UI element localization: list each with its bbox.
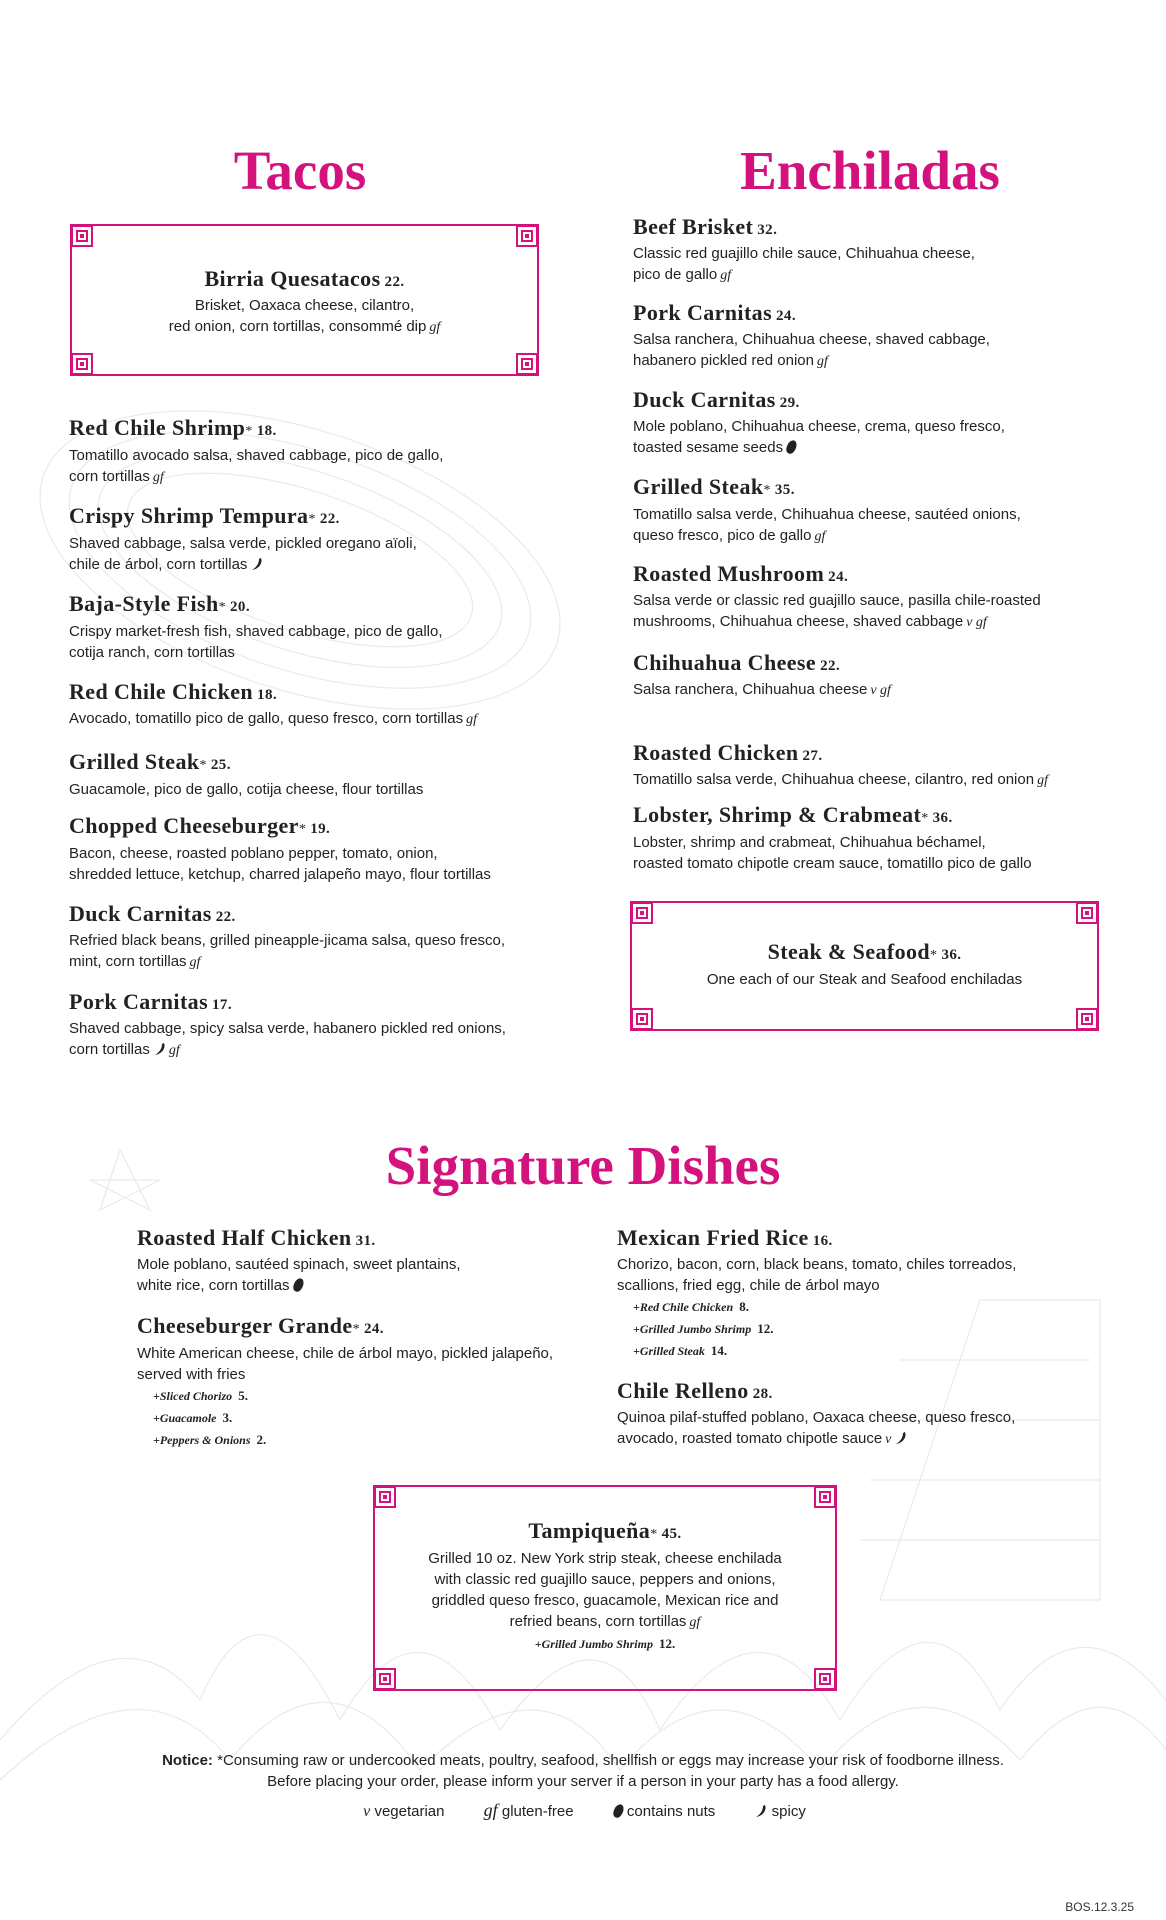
legend-vegetarian: v vegetarian <box>363 1803 445 1820</box>
addon-grilled-jumbo-shrimp: +Grilled Jumbo Shrimp 12. <box>633 1321 774 1336</box>
ornament-icon <box>631 902 653 924</box>
menu-item-beef-brisket: Beef Brisket 32. Classic red guajillo chile sauce, Chihuahua cheese, pico de gallo gf <box>633 214 975 283</box>
vegetarian-gluten-free-icon: v gf <box>870 683 891 698</box>
gluten-free-icon: gf <box>816 354 828 369</box>
menu-item-roasted-chicken: Roasted Chicken 27. Tomatillo salsa verde, Chihuahua cheese, cilantro, red onion gf <box>633 740 1048 788</box>
menu-item-duck-carnitas-taco: Duck Carnitas 22. Refried black beans, grilled pineapple-jicama salsa, queso fresco, mint, corn tortillas gf <box>69 901 506 970</box>
legend-gluten-free: gf gluten-free <box>483 1800 574 1820</box>
vegetarian-icon: v <box>885 1432 892 1447</box>
featured-enchilada-box <box>630 901 1099 1031</box>
gluten-free-icon: gf <box>466 712 477 727</box>
chili-icon <box>895 1431 907 1445</box>
menu-item-cheeseburger-grande: Cheeseburger Grande* 24. White American cheese, chile de árbol mayo, pickled jalapeño, served with fries +Sliced Chorizo 5. +Guacamole 3. +Peppers & Onions 2. <box>137 1313 607 1451</box>
legend-spicy: spicy <box>751 1803 805 1820</box>
ornament-icon <box>814 1668 836 1690</box>
gluten-free-icon: gf <box>689 1615 701 1630</box>
menu-item-mexican-fried-rice: Mexican Fried Rice 16. Chorizo, bacon, corn, black beans, tomato, chiles torreados, scallions, fried egg, chile de árbol mayo +Red Chile Chicken 8. +Grilled Jumbo Shrimp 12. +Grilled Steak 14. <box>617 1225 1137 1362</box>
menu-item-duck-carnitas-enchilada: Duck Carnitas 29. Mole poblano, Chihuahua cheese, crema, queso fresco, toasted sesame seeds <box>633 387 1005 456</box>
addon-grilled-steak: +Grilled Steak 14. <box>633 1343 728 1358</box>
addon-red-chile-chicken: +Red Chile Chicken 8. <box>633 1299 749 1314</box>
gluten-free-icon: gf <box>429 320 441 335</box>
ornament-icon <box>1076 902 1098 924</box>
menu-item-crispy-shrimp-tempura: Crispy Shrimp Tempura* 22. Shaved cabbage, salsa verde, pickled oregano aïoli, chile de árbol, corn tortillas <box>69 503 417 573</box>
ornament-icon <box>1076 1008 1098 1030</box>
featured-signature-box <box>373 1485 837 1691</box>
gluten-free-icon: gf <box>814 529 826 544</box>
menu-item-birria-quesatacos: Birria Quesatacos 22. Brisket, Oaxaca cheese, cilantro, red onion, corn tortillas, consommé dip gf <box>168 266 441 335</box>
menu-item-chile-relleno: Chile Relleno 28. Quinoa pilaf-stuffed poblano, Oaxaca cheese, queso fresco, avocado, roasted tomato chipotle sauce v <box>617 1378 1016 1447</box>
gluten-free-icon: gf <box>1037 773 1048 788</box>
ornament-icon <box>71 353 93 375</box>
chili-icon <box>755 1804 767 1818</box>
nut-icon <box>611 1803 625 1819</box>
chili-icon <box>251 557 263 571</box>
menu-item-red-chile-shrimp: Red Chile Shrimp* 18. Tomatillo avocado salsa, shaved cabbage, pico de gallo, corn tortillas gf <box>69 415 444 485</box>
ornament-icon <box>631 1008 653 1030</box>
ornament-icon <box>814 1486 836 1508</box>
ornament-icon <box>516 353 538 375</box>
menu-item-red-chile-chicken: Red Chile Chicken 18. Avocado, tomatillo pico de gallo, queso fresco, corn tortillas gf <box>69 679 477 727</box>
addon-grilled-jumbo-shrimp-tampiquena: +Grilled Jumbo Shrimp 12. <box>534 1636 676 1651</box>
ornament-icon <box>374 1668 396 1690</box>
chili-icon <box>154 1042 166 1056</box>
menu-code: BOS.12.3.25 <box>1065 1900 1134 1914</box>
dietary-legend <box>0 1800 1166 1821</box>
gluten-free-icon: gf <box>152 470 164 485</box>
ornament-icon <box>374 1486 396 1508</box>
featured-taco-box <box>70 224 539 376</box>
menu-item-baja-style-fish: Baja-Style Fish* 20. Crispy market-fresh fish, shaved cabbage, pico de gallo, cotija ranch, corn tortillas <box>69 591 443 661</box>
menu-item-roasted-mushroom: Roasted Mushroom 24. Salsa verde or classic red guajillo sauce, pasilla chile-roasted mushrooms, Chihuahua cheese, shaved cabbage v gf <box>633 561 1041 630</box>
gluten-free-icon: gf <box>720 268 732 283</box>
addon-guacamole: +Guacamole 3. <box>153 1410 233 1425</box>
enchiladas-heading: Enchiladas <box>740 140 1000 201</box>
signature-dishes-heading: Signature Dishes <box>385 1135 781 1196</box>
menu-item-grilled-steak-enchilada: Grilled Steak* 35. Tomatillo salsa verde, Chihuahua cheese, sautéed onions, queso fresco, pico de gallo gf <box>633 474 1021 544</box>
addon-sliced-chorizo: +Sliced Chorizo 5. <box>153 1388 248 1403</box>
allergy-notice: Notice: *Consuming raw or undercooked meats, poultry, seafood, shellfish or eggs may increase your risk of foodborne illness. Before placing your order, please inform your server if a person in your party has a food allergy. <box>162 1752 1004 1790</box>
vegetarian-icon: v <box>363 1803 371 1820</box>
vegetarian-gluten-free-icon: v gf <box>966 615 987 630</box>
addon-peppers-onions: +Peppers & Onions 2. <box>153 1432 267 1447</box>
nut-icon <box>291 1277 305 1293</box>
menu-item-chihuahua-cheese: Chihuahua Cheese 22. Salsa ranchera, Chihuahua cheese v gf <box>633 650 891 698</box>
menu-item-grilled-steak-taco: Grilled Steak* 25. Guacamole, pico de gallo, cotija cheese, flour tortillas <box>69 749 424 798</box>
nut-icon <box>785 439 799 455</box>
menu-item-steak-seafood: Steak & Seafood* 36. One each of our Steak and Seafood enchiladas <box>706 939 1023 988</box>
menu-item-pork-carnitas-enchilada: Pork Carnitas 24. Salsa ranchera, Chihuahua cheese, shaved cabbage, habanero pickled red onion gf <box>633 300 990 369</box>
menu-item-tampiquena: Tampiqueña* 45. Grilled 10 oz. New York strip steak, cheese enchilada with classic red guajillo sauce, peppers and onions, griddled queso fresco, guacamole, Mexican rice and refried beans, corn tortillas gf +Grilled Jumbo Shrimp 12. <box>375 1518 835 1655</box>
menu-item-chopped-cheeseburger: Chopped Cheeseburger* 19. Bacon, cheese, roasted poblano pepper, tomato, onion, shredded lettuce, ketchup, charred jalapeño mayo, flour tortillas <box>69 813 491 883</box>
menu-item-lobster-shrimp-crabmeat: Lobster, Shrimp & Crabmeat* 36. Lobster, shrimp and crabmeat, Chihuahua béchamel, roasted tomato chipotle cream sauce, tomatillo pico de gallo <box>633 802 1032 872</box>
gluten-free-icon: gf <box>483 1800 498 1820</box>
legend-contains-nuts: contains nuts <box>610 1803 716 1820</box>
tacos-heading: Tacos <box>233 140 367 201</box>
ornament-icon <box>516 225 538 247</box>
menu-item-roasted-half-chicken: Roasted Half Chicken 31. Mole poblano, sautéed spinach, sweet plantains, white rice, corn tortillas <box>137 1225 461 1294</box>
ornament-icon <box>71 225 93 247</box>
gluten-free-icon: gf <box>189 955 201 970</box>
gluten-free-icon: gf <box>168 1043 180 1058</box>
menu-item-pork-carnitas-taco: Pork Carnitas 17. Shaved cabbage, spicy salsa verde, habanero pickled red onions, corn tortillas gf <box>69 989 506 1058</box>
